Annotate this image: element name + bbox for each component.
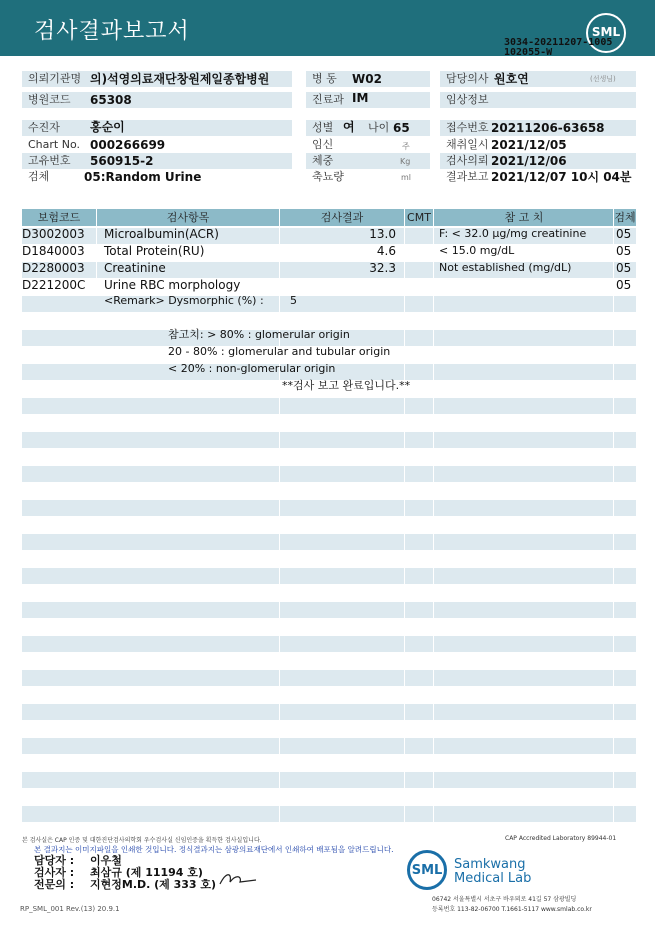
- row-2-result: 32.3: [369, 261, 396, 275]
- receipt-label-bg: 접수번호: [440, 120, 636, 136]
- row-1-reference: < 15.0 mg/dL: [439, 244, 515, 257]
- table-stripe: [22, 466, 636, 482]
- request-value: 2021/12/06: [491, 154, 567, 168]
- collect-label-bg: 채취일시: [440, 137, 636, 153]
- table-stripe: [22, 670, 636, 686]
- ward-label: 병 동: [306, 71, 430, 87]
- lab-name: [454, 858, 531, 886]
- form-code: RP_SML_001 Rev.(13) 20.9.1: [20, 905, 120, 913]
- row-0-result: 13.0: [369, 227, 396, 241]
- col-header-item: 검사항목: [166, 211, 210, 224]
- table-stripe: [22, 432, 636, 448]
- note-line-1: 참고치: > 80% : glomerular origin: [168, 328, 350, 341]
- col-header-cmt: CMT: [407, 211, 431, 224]
- remark-value: 5: [290, 294, 297, 307]
- table-stripe: [22, 704, 636, 720]
- col-divider: [96, 209, 97, 293]
- samkwang-logo-text: SML: [411, 863, 443, 878]
- id-label: 고유번호: [22, 153, 292, 169]
- row-2-item: Creatinine: [104, 261, 166, 275]
- weight-unit: Kg: [400, 157, 411, 166]
- receipt-value: 20211206-63658: [491, 121, 605, 135]
- col-divider: [433, 209, 434, 839]
- hospital-label: 의뢰기관명: [22, 71, 292, 87]
- request-label-bg: 검사의뢰: [440, 153, 636, 169]
- row-0-reference: F: < 32.0 μg/mg creatinine: [439, 227, 587, 240]
- col-header-specimen: 검체: [614, 211, 636, 224]
- table-stripe: [22, 500, 636, 516]
- person1-label: 담당자 :: [34, 854, 75, 867]
- col-divider: [613, 209, 614, 839]
- person1-value: 이우철: [90, 854, 122, 867]
- dept-label: 진료과: [306, 92, 430, 108]
- row-1-item: Total Protein(RU): [104, 244, 205, 258]
- pregnancy-unit: 주: [402, 142, 410, 151]
- document-number-line1: 3034-20211207-1005: [504, 37, 613, 48]
- id-value: 560915-2: [90, 154, 154, 168]
- col-divider: [279, 209, 280, 839]
- urine-volume-unit: ml: [401, 173, 412, 182]
- row-3-item: Urine RBC morphology: [104, 278, 241, 292]
- col-divider: [404, 209, 405, 839]
- chart-value: 000266699: [90, 138, 166, 152]
- specimen-label: 검체: [28, 170, 50, 183]
- doctor-label: 담당의사: [440, 71, 636, 87]
- row-1-code: D1840003: [22, 244, 85, 258]
- sex-label-bg: 성별: [306, 120, 430, 136]
- person3-value: 지현정M.D. (제 333 호): [90, 878, 217, 891]
- row-0-item: Microalbumin(ACR): [104, 227, 219, 241]
- collect-value: 2021/12/05: [491, 138, 567, 152]
- col-header-result: 검사결과: [320, 211, 364, 224]
- print-notice: 본 결과지는 이미지파일을 인쇄한 것입니다. 정식결과지는 삼광의료재단에서 인쇄하여 배포됨을 알려드립니다.: [34, 845, 394, 854]
- dept-value: IM: [352, 91, 369, 105]
- patient-value: 홍순이: [90, 120, 125, 134]
- report-value: 2021/12/07 10시 04분: [491, 170, 632, 184]
- person2-label: 검사자 :: [34, 866, 75, 879]
- row-3-specimen: 05: [616, 278, 632, 292]
- weight-label-bg: 체중: [306, 153, 430, 169]
- signature-image: [216, 868, 260, 888]
- col-header-reference: 참 고 치: [504, 211, 544, 224]
- cap-accreditation: CAP Accredited Laboratory 89944-01: [505, 835, 617, 842]
- hospital-code-label: 병원코드: [22, 92, 292, 108]
- table-stripe: [22, 806, 636, 822]
- table-stripe: [22, 636, 636, 652]
- lab-name-line1: Samkwang: [454, 857, 526, 872]
- table-stripe: [22, 738, 636, 754]
- row-3-code: D221200C: [22, 278, 86, 292]
- person3-label: 전문의 :: [34, 878, 75, 891]
- hospital-code-value: 65308: [90, 93, 132, 107]
- report-label-bg: 결과보고: [440, 169, 636, 185]
- pregnancy-label: 임신: [312, 138, 334, 151]
- samkwang-logo-icon: [407, 850, 447, 890]
- report-title: 검사결과보고서: [34, 19, 190, 44]
- age-value: 65: [393, 121, 410, 135]
- patient-label: 수진자: [22, 120, 292, 136]
- row-2-reference: Not established (mg/dL): [439, 261, 572, 274]
- lab-phone: 등록번호 113-82-06700 T.1661-5117 www.smlab.co.kr: [432, 906, 592, 913]
- remark-label: <Remark> Dysmorphic (%) :: [104, 294, 264, 307]
- document-number: [504, 38, 612, 58]
- row-2-specimen: 05: [616, 261, 632, 275]
- table-stripe: [22, 602, 636, 618]
- row-0-specimen: 05: [616, 227, 632, 241]
- age-label: 나이: [368, 121, 390, 134]
- certification-line: 본 검사실은 CAP 인증 및 대한진단검사의학회 우수검사실 신임인증을 획득한 검사실입니다.: [22, 837, 262, 844]
- completion-message: **검사 보고 완료입니다.**: [282, 379, 411, 392]
- hospital-value: 의)석영의료재단창원제일종합병원: [90, 72, 270, 86]
- table-stripe: [22, 534, 636, 550]
- table-stripe: [22, 772, 636, 788]
- row-1-specimen: 05: [616, 244, 632, 258]
- doctor-value: 원호연: [494, 72, 529, 86]
- urine-volume-label: 축뇨량: [312, 170, 344, 183]
- col-header-code: 보험코드: [37, 211, 81, 224]
- clinical-info-label: 임상정보: [440, 92, 636, 108]
- row-2-code: D2280003: [22, 261, 85, 275]
- table-stripe: [22, 568, 636, 584]
- specimen-value: 05:Random Urine: [84, 170, 202, 184]
- sml-logo-text: SML: [591, 25, 621, 39]
- person2-value: 최삼규 (제 11194 호): [90, 866, 203, 879]
- chart-label: Chart No.: [28, 138, 80, 151]
- table-stripe: [22, 398, 636, 414]
- lab-address: 06742 서울특별시 서초구 바우뫼로 41길 57 삼광빌딩: [432, 896, 577, 903]
- sex-value: 여: [343, 120, 355, 134]
- doctor-note: (선생님): [590, 75, 616, 83]
- note-line-2: 20 - 80% : glomerular and tubular origin: [168, 345, 391, 358]
- note-line-3: < 20% : non-glomerular origin: [168, 362, 336, 375]
- row-0-code: D3002003: [22, 227, 85, 241]
- document-number-line2: 102055-W: [504, 47, 553, 58]
- row-1-result: 4.6: [376, 244, 396, 258]
- lab-name-line2: Medical Lab: [454, 871, 532, 886]
- ward-value: W02: [352, 72, 382, 86]
